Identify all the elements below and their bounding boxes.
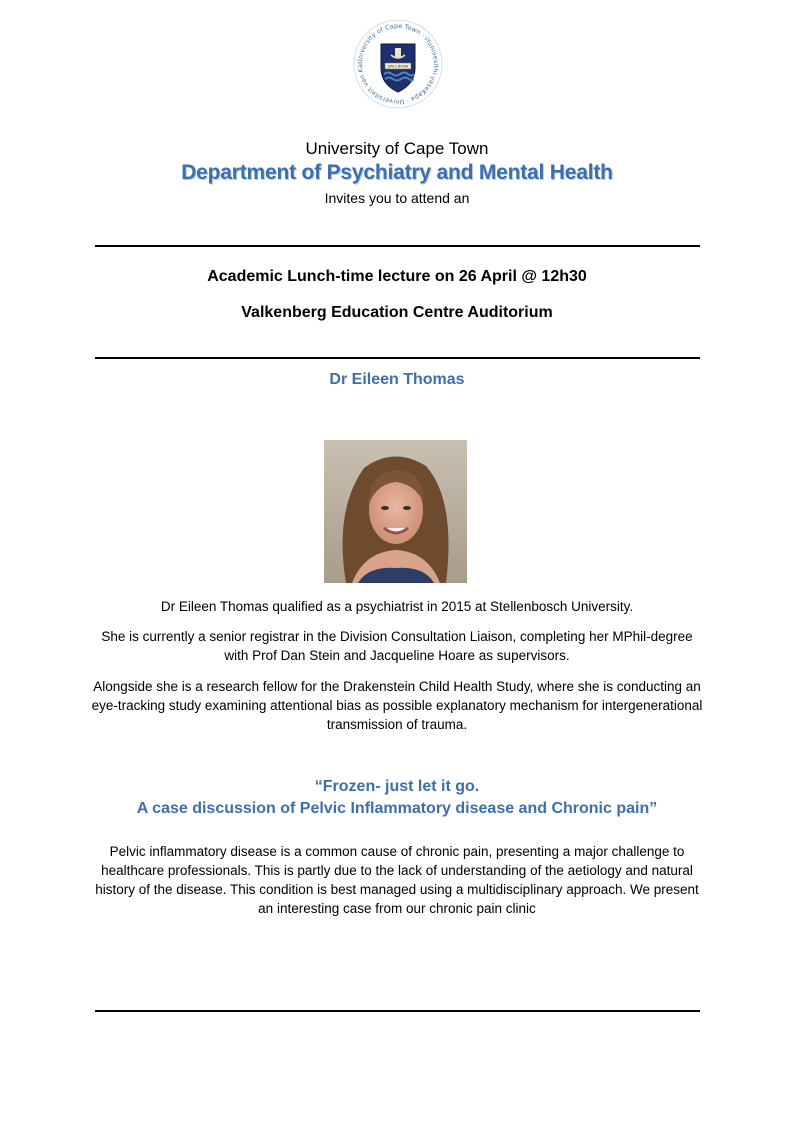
speaker-name: Dr Eileen Thomas: [329, 371, 465, 388]
divider-middle: [95, 357, 700, 359]
talk-title-line-1: “Frozen- just let it go.: [314, 778, 480, 795]
seal-graphic: [352, 18, 444, 110]
talk-abstract: Pelvic inflammatory disease is a common cause of chronic pain, presenting a major challenge to healthcare professionals. This is partly due to the lack of understanding of the aetiology and natural history of the disease. This condition is best managed using a multidisciplinary approach. We present an interesting case from our chronic pain clinic: [95, 844, 699, 916]
divider-top: [95, 245, 700, 247]
speaker-photo: [324, 440, 467, 583]
bio-paragraph-3: Alongside she is a research fellow for the Drakenstein Child Health Study, where she is conducting an eye-tracking study examining attentional bias as possible explanatory mechanism for intergenerational transmission of trauma.: [91, 679, 703, 732]
event-title: Academic Lunch-time lecture on 26 April @ 12h30: [207, 268, 587, 285]
speaker-portrait: [324, 440, 467, 583]
divider-bottom: [95, 1010, 700, 1012]
bio-paragraph-1: Dr Eileen Thomas qualified as a psychiatrist in 2015 at Stellenbosch University.: [160, 599, 634, 614]
university-seal-logo: [352, 18, 444, 110]
seal-ring-text: University of Cape Town · iYunivesithi yaseKapa · Universiteit van Ka: [356, 22, 440, 106]
department-name: Department of Psychiatry and Mental Health: [181, 161, 613, 184]
event-venue: Valkenberg Education Centre Auditorium: [241, 304, 553, 321]
talk-title-line-2: A case discussion of Pelvic Inflammatory disease and Chronic pain”: [136, 800, 658, 817]
bio-paragraph-2: She is currently a senior registrar in the Division Consultation Liaison, completing her MPhil-degree with Prof Dan Stein and Jacqueline Hoare as supervisors.: [101, 629, 693, 663]
university-name: University of Cape Town: [305, 139, 489, 158]
invite-text: Invites you to attend an: [324, 190, 470, 206]
seal-banner-text: SPES BONA: [387, 64, 409, 69]
